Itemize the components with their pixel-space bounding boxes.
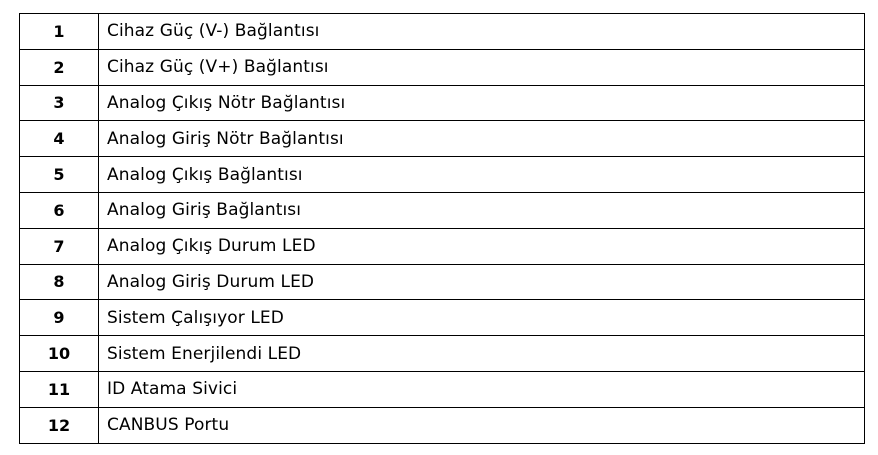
- row-description: Analog Giriş Nötr Bağlantısı: [99, 121, 865, 157]
- table-row: [20, 85, 865, 121]
- row-description: Analog Çıkış Nötr Bağlantısı: [99, 85, 865, 121]
- row-number: 9: [20, 300, 99, 336]
- row-description: Sistem Çalışıyor LED: [99, 300, 865, 336]
- table-row: [20, 300, 865, 336]
- pin-description-table: [19, 13, 865, 444]
- table-body: [20, 14, 865, 444]
- row-number: 11: [20, 371, 99, 407]
- row-description: Cihaz Güç (V-) Bağlantısı: [99, 14, 865, 50]
- row-number: 7: [20, 228, 99, 264]
- row-number: 5: [20, 157, 99, 193]
- table-row: [20, 14, 865, 50]
- table-row: [20, 371, 865, 407]
- row-description: Analog Çıkış Durum LED: [99, 228, 865, 264]
- table-row: [20, 336, 865, 372]
- table-row: [20, 228, 865, 264]
- row-description: Analog Giriş Durum LED: [99, 264, 865, 300]
- table-row: [20, 157, 865, 193]
- table-row: [20, 121, 865, 157]
- row-number: 6: [20, 192, 99, 228]
- table-row: [20, 49, 865, 85]
- row-number: 3: [20, 85, 99, 121]
- row-description: Analog Giriş Bağlantısı: [99, 192, 865, 228]
- row-description: Cihaz Güç (V+) Bağlantısı: [99, 49, 865, 85]
- table-row: [20, 192, 865, 228]
- row-description: Analog Çıkış Bağlantısı: [99, 157, 865, 193]
- table-row: [20, 407, 865, 443]
- row-description: Sistem Enerjilendi LED: [99, 336, 865, 372]
- row-description: ID Atama Sivici: [99, 371, 865, 407]
- row-number: 10: [20, 336, 99, 372]
- row-number: 8: [20, 264, 99, 300]
- row-number: 12: [20, 407, 99, 443]
- table-row: [20, 264, 865, 300]
- row-description: CANBUS Portu: [99, 407, 865, 443]
- row-number: 1: [20, 14, 99, 50]
- row-number: 4: [20, 121, 99, 157]
- row-number: 2: [20, 49, 99, 85]
